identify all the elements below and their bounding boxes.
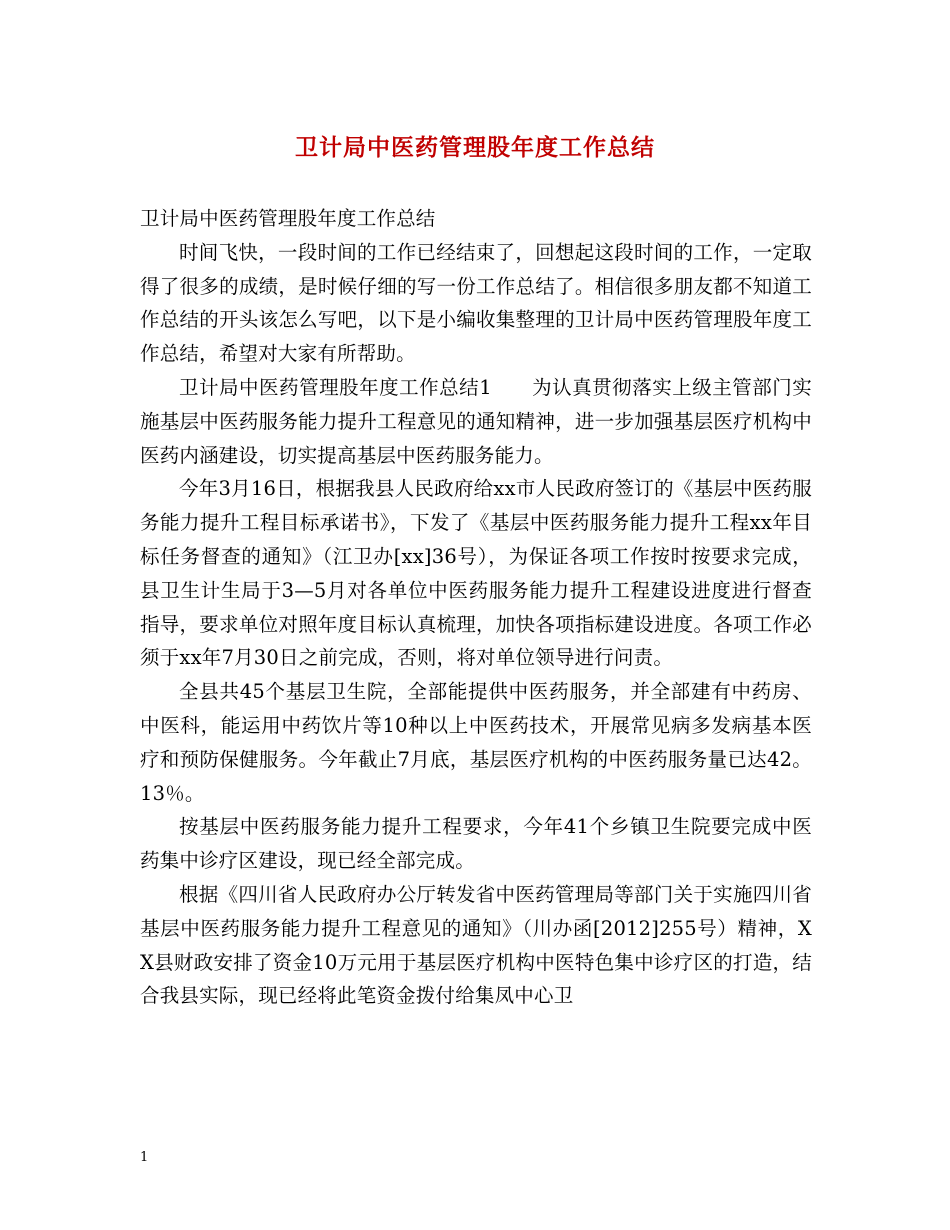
paragraph-summary-1: 卫计局中医药管理股年度工作总结1 为认真贯彻落实上级主管部门实施基层中医药服务能力提升工程意见的通知精神，进一步加强基层医疗机构中医药内涵建设，切实提高基层中医药服务能力。 xyxy=(140,375,812,467)
document-body xyxy=(140,202,812,1013)
paragraph-county-clinics: 全县共45个基层卫生院，全部能提供中医药服务，并全部建有中药房、中医科，能运用中药饮片等10种以上中医药技术，开展常见病多发病基本医疗和预防保健服务。今年截止7月底，基层医疗机构的中医药服务量已达42。13％。 xyxy=(140,680,812,805)
page-number: 1 xyxy=(140,1150,149,1165)
paragraph-treatment-zones: 按基层中医药服务能力提升工程要求，今年41个乡镇卫生院要完成中医药集中诊疗区建设，现已经全部完成。 xyxy=(140,815,812,873)
paragraph-march-notice: 今年3月16日，根据我县人民政府给xx市人民政府签订的《基层中医药服务能力提升工程目标承诺书》，下发了《基层中医药服务能力提升工程xx年目标任务督查的通知》（江卫办[xx]36号），为保证各项工作按时按要求完成，县卫生计生局于3—5月对各单位中医药服务能力提升工程建设进度进行督查指导，要求单位对照年度目标认真梳理，加快各项指标建设进度。各项工作必须于xx年7月30日之前完成，否则，将对单位领导进行问责。 xyxy=(140,477,812,670)
body-subtitle: 卫计局中医药管理股年度工作总结 xyxy=(140,207,436,230)
paragraph-funding: 根据《四川省人民政府办公厅转发省中医药管理局等部门关于实施四川省基层中医药服务能力提升工程意见的通知》（川办函[2012]255号）精神，XX县财政安排了资金10万元用于基层医疗机构中医特色集中诊疗区的打造，结合我县实际，现已经将此笔资金拨付给集凤中心卫 xyxy=(140,882,812,1008)
document-title: 卫计局中医药管理股年度工作总结 xyxy=(295,134,655,161)
paragraph-intro: 时间飞快，一段时间的工作已经结束了，回想起这段时间的工作，一定取得了很多的成绩，是时候仔细的写一份工作总结了。相信很多朋友都不知道工作总结的开头该怎么写吧，以下是小编收集整理的卫计局中医药管理股年度工作总结，希望对大家有所帮助。 xyxy=(140,240,812,366)
